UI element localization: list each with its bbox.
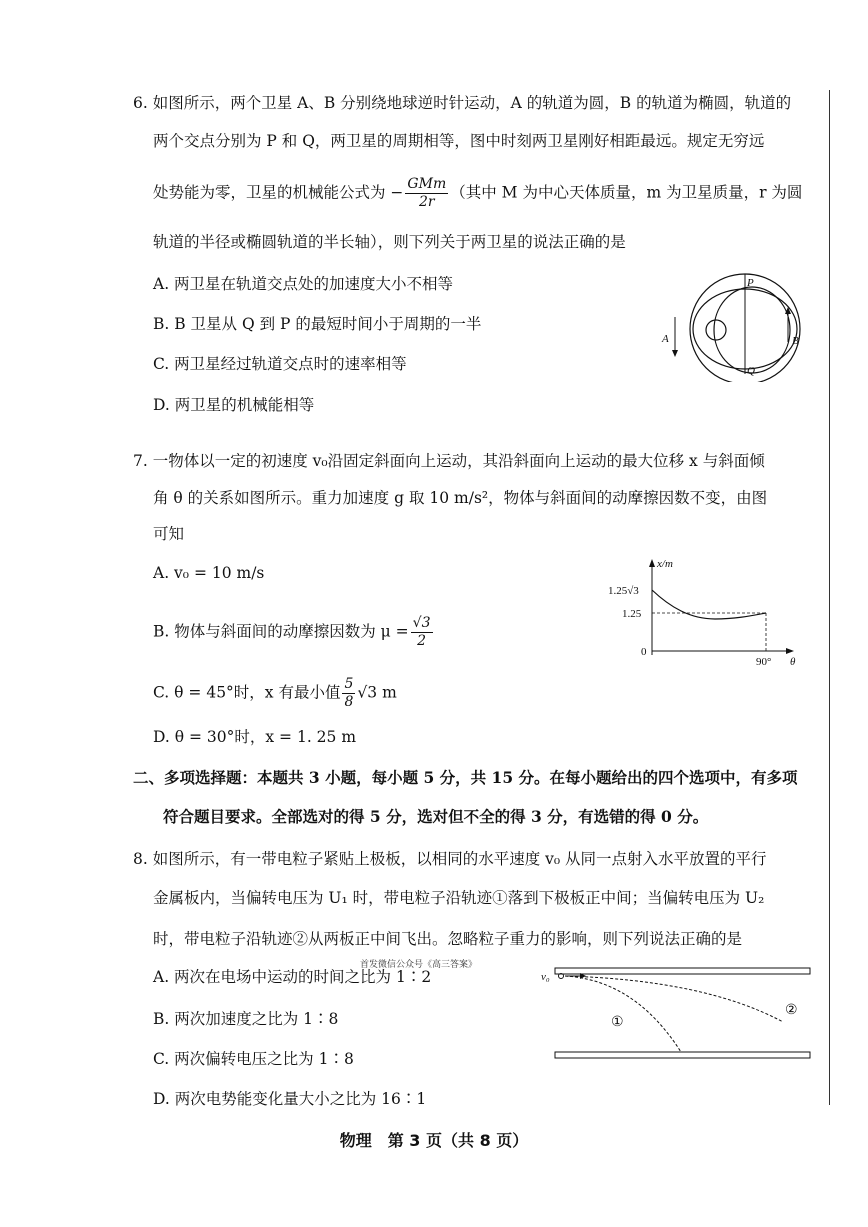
q8-option-c: C. 两次偏转电压之比为 1∶8 — [153, 1050, 354, 1068]
label-a: A — [662, 333, 669, 345]
origin-label: 0 — [641, 646, 647, 658]
q6-line-3-text: 处势能为零，卫星的机械能公式为 − — [153, 183, 404, 202]
q6-line-1: 6. 如图所示，两个卫星 A、B 分别绕地球逆时针运动，A 的轨道为圆，B 的轨道为椭圆，轨道的 — [133, 94, 792, 112]
y-axis-arrow — [649, 559, 655, 567]
mu-fraction — [411, 615, 433, 650]
min-denominator: 8 — [344, 694, 354, 710]
q6-option-b: B. B 卫星从 Q 到 P 的最短时间小于周期的一半 — [153, 315, 482, 333]
q6-line-3 — [153, 176, 802, 211]
q7-line-2: 角 θ 的关系如图所示。重力加速度 g 取 10 m/s²，物体与斜面间的动摩擦因数不变，由图 — [153, 489, 768, 507]
min-fraction — [342, 676, 355, 711]
trajectory-1 — [565, 976, 681, 1052]
q8-option-b: B. 两次加速度之比为 1∶8 — [153, 1010, 339, 1028]
q7-option-d: D. θ = 30°时，x = 1. 25 m — [153, 728, 357, 746]
q7-option-a: A. v₀ = 10 m/s — [153, 564, 265, 582]
q8-option-a: A. 两次在电场中运动的时间之比为 1∶2 — [153, 968, 432, 986]
q7-option-c-text: C. θ = 45°时，x 有最小值 — [153, 683, 341, 702]
fraction-denominator: 2r — [419, 194, 435, 210]
fraction-numerator: GMm — [407, 176, 447, 192]
section2-line-1: 二、多项选择题：本题共 3 小题，每小题 5 分，共 15 分。在每小题给出的四个选项中，有多项 — [133, 768, 798, 787]
orbit-figure — [650, 262, 810, 382]
q7-option-c-tail: √3 m — [357, 683, 397, 702]
q7-option-c — [153, 676, 397, 711]
y-axis-label: x/m — [657, 558, 673, 570]
q8-line-2: 金属板内，当偏转电压为 U₁ 时，带电粒子沿轨迹①落到下极板正中间；当偏转电压为 U₂ — [153, 889, 765, 907]
q6-option-d: D. 两卫星的机械能相等 — [153, 396, 315, 414]
margin-rule — [829, 90, 830, 1105]
q6-line-4: 轨道的半径或椭圆轨道的半长轴），则下列关于两卫星的说法正确的是 — [153, 233, 626, 251]
x-axis-label: θ — [790, 656, 796, 668]
energy-fraction — [405, 176, 448, 211]
label-1: ① — [611, 1015, 624, 1030]
q7-option-b — [153, 615, 435, 650]
lower-plate — [555, 1052, 810, 1058]
section2-line-2: 符合题目要求。全部选对的得 5 分，选对但不全的得 3 分，有选错的得 0 分。 — [163, 807, 709, 826]
page-footer: 物理 第 3 页（共 8 页） — [339, 1131, 529, 1150]
trajectory-2 — [565, 976, 783, 1022]
label-q: Q — [747, 365, 755, 377]
mu-numerator: √3 — [412, 615, 431, 631]
q6-option-a: A. 两卫星在轨道交点处的加速度大小不相等 — [153, 275, 454, 293]
a-arrow-head — [672, 350, 678, 357]
q6-option-c: C. 两卫星经过轨道交点时的速率相等 — [153, 355, 407, 373]
x-theta-graph — [600, 555, 810, 670]
q7-option-b-text: B. 物体与斜面间的动摩擦因数为 μ = — [153, 622, 409, 641]
label-v0: v₀ — [541, 971, 550, 983]
q8-option-d: D. 两次电势能变化量大小之比为 16∶1 — [153, 1090, 427, 1108]
x-tick: 90° — [756, 656, 772, 668]
label-p: P — [747, 277, 754, 289]
q7-line-3: 可知 — [153, 525, 185, 543]
mu-denominator: 2 — [417, 633, 427, 649]
y-tick-top: 1.25√3 — [608, 585, 639, 597]
y-tick-mid: 1.25 — [622, 608, 642, 620]
q6-line-2: 两个交点分别为 P 和 Q，两卫星的周期相等，图中时刻两卫星刚好相距最远。规定无穷远 — [153, 132, 765, 150]
q7-line-1: 7. 一物体以一定的初速度 v₀沿固定斜面向上运动，其沿斜面向上运动的最大位移 x 与斜面倾 — [133, 452, 765, 470]
q8-line-3: 时，带电粒子沿轨迹②从两板正中间飞出。忽略粒子重力的影响，则下列说法正确的是 — [153, 930, 743, 948]
x-axis-arrow — [786, 648, 794, 654]
earth-circle — [706, 320, 726, 340]
q6-line-3-tail: （其中 M 为中心天体质量，m 为卫星质量，r 为圆 — [450, 183, 803, 202]
curve — [652, 590, 766, 619]
upper-plate — [555, 968, 810, 974]
parallel-plate-figure — [535, 958, 815, 1073]
label-b: B — [792, 335, 799, 347]
label-2: ② — [785, 1003, 798, 1018]
min-numerator: 5 — [344, 676, 354, 692]
q8-line-1: 8. 如图所示，有一带电粒子紧贴上极板，以相同的水平速度 v₀ 从同一点射入水平放置的平行 — [133, 850, 767, 868]
watermark: 首发微信公众号《高三答案》 — [360, 960, 478, 970]
